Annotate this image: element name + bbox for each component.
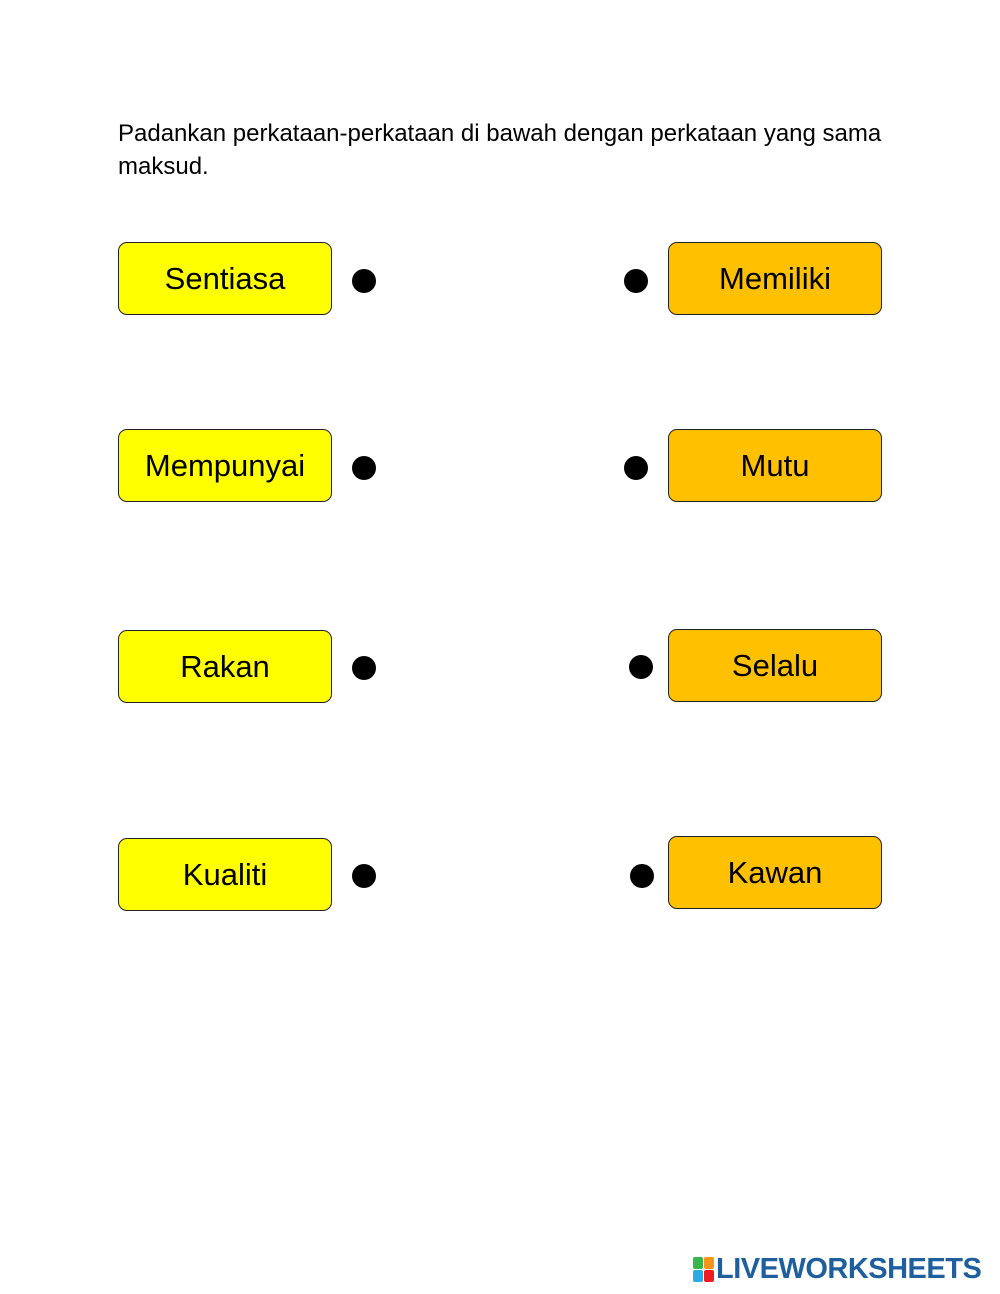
liveworksheets-logo xyxy=(693,1254,981,1284)
logo-icon-block xyxy=(704,1270,714,1282)
right-match-dot-3[interactable] xyxy=(629,655,653,679)
logo-icon-block xyxy=(693,1257,703,1269)
right-word-box-4[interactable] xyxy=(668,836,882,909)
left-match-dot-4[interactable] xyxy=(352,864,376,888)
right-word-label: Mutu xyxy=(740,447,810,483)
left-word-label: Kualiti xyxy=(182,856,268,892)
right-match-dot-1[interactable] xyxy=(624,269,648,293)
left-word-box-3[interactable] xyxy=(118,630,332,703)
left-word-label: Rakan xyxy=(180,648,270,684)
left-match-dot-2[interactable] xyxy=(352,456,376,480)
right-word-label: Kawan xyxy=(727,854,823,890)
logo-icon-block xyxy=(704,1257,714,1269)
liveworksheets-logo-icon xyxy=(693,1257,713,1281)
logo-icon-block xyxy=(693,1270,703,1282)
left-word-label: Sentiasa xyxy=(164,260,286,296)
right-match-dot-4[interactable] xyxy=(630,864,654,888)
instruction-text: Padankan perkataan-perkataan di bawah dengan perkataan yang sama maksud. xyxy=(118,120,882,180)
left-word-box-2[interactable] xyxy=(118,429,332,502)
right-word-box-1[interactable] xyxy=(668,242,882,315)
left-match-dot-1[interactable] xyxy=(352,269,376,293)
left-word-label: Mempunyai xyxy=(144,447,306,483)
right-word-box-2[interactable] xyxy=(668,429,882,502)
right-word-box-3[interactable] xyxy=(668,629,882,702)
logo-text: LIVEWORKSHEETS xyxy=(716,1252,982,1285)
right-word-label: Selalu xyxy=(731,647,819,683)
right-match-dot-2[interactable] xyxy=(624,456,648,480)
left-word-box-4[interactable] xyxy=(118,838,332,911)
right-word-label: Memiliki xyxy=(719,260,831,296)
left-word-box-1[interactable] xyxy=(118,242,332,315)
left-match-dot-3[interactable] xyxy=(352,656,376,680)
